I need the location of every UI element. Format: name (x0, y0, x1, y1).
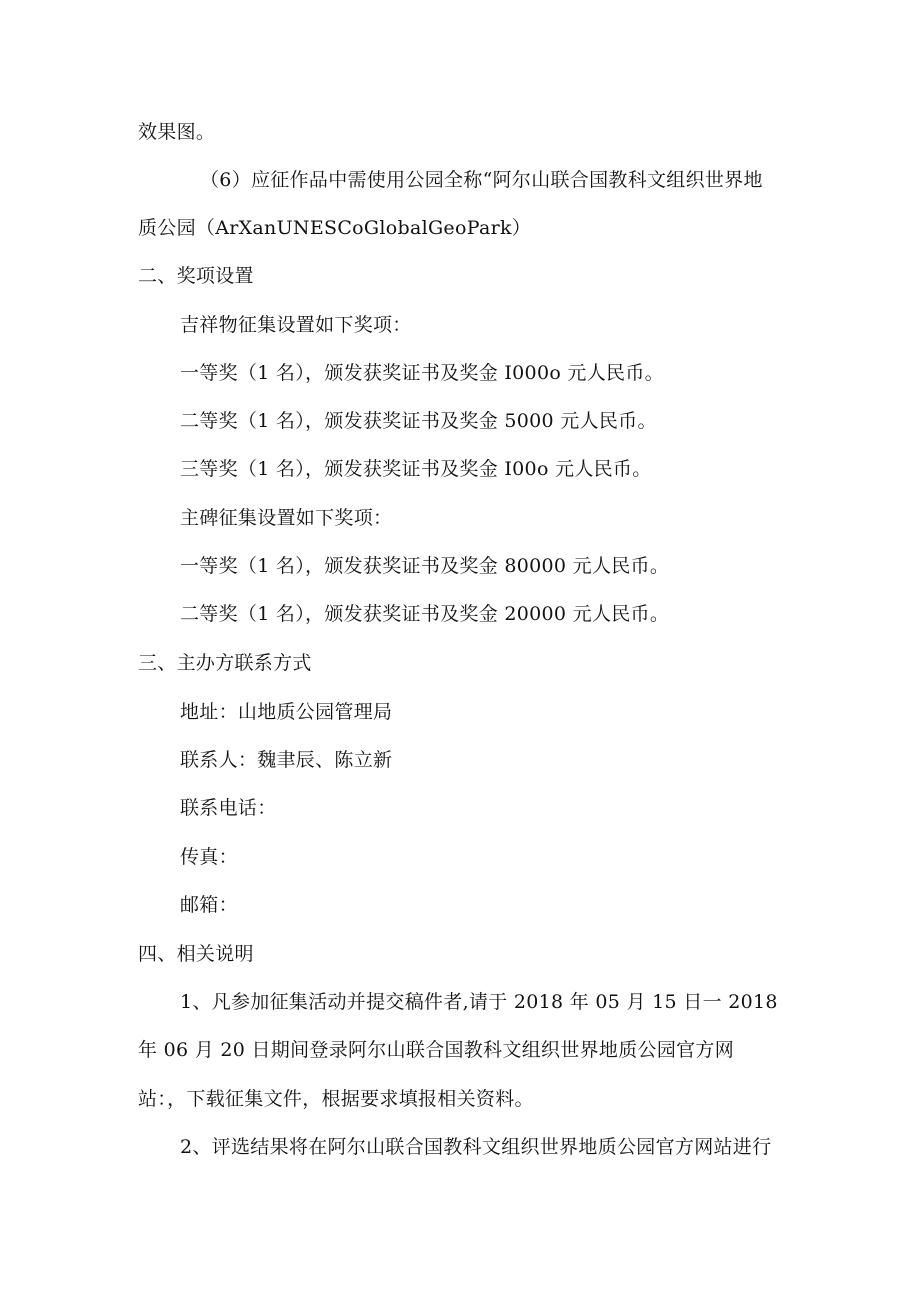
prize-line: 二等奖（1 名），颁发获奖证书及奖金 20000 元人民币。 (180, 603, 670, 625)
contact-person: 联系人：魏聿辰、陈立新 (180, 749, 393, 771)
contact-email: 邮箱： (180, 894, 238, 916)
text-line: 2、评选结果将在阿尔山联合国教科文组织世界地质公园官方网站进行 (180, 1136, 772, 1158)
prize-line: 三等奖（1 名），颁发获奖证书及奖金 I00o 元人民币。 (180, 458, 652, 480)
section-heading: 三、主办方联系方式 (138, 652, 312, 674)
text-line: 站：，下载征集文件，根据要求填报相关资料。 (138, 1088, 534, 1110)
prize-line: 一等奖（1 名），颁发获奖证书及奖金 I000o 元人民币。 (180, 362, 664, 384)
text-line: 质公园（ArXanUNESCoGlobalGeoPark） (138, 217, 532, 239)
contact-phone: 联系电话： (180, 797, 277, 819)
text-line: 年 06 月 20 日期间登录阿尔山联合国教科文组织世界地质公园官方网 (138, 1039, 735, 1061)
text-line: 吉祥物征集设置如下奖项： (180, 314, 412, 336)
prize-line: 二等奖（1 名），颁发获奖证书及奖金 5000 元人民币。 (180, 410, 657, 432)
contact-fax: 传真： (180, 846, 238, 868)
section-heading: 四、相关说明 (138, 943, 254, 965)
text-line: 主碑征集设置如下奖项： (180, 507, 393, 529)
contact-address: 地址：山地质公园管理局 (180, 701, 393, 723)
text-line: （6）应征作品中需使用公园全称“阿尔山联合国教科文组织世界地 (200, 169, 763, 191)
section-heading: 二、奖项设置 (138, 265, 254, 287)
text-line: 1、凡参加征集活动并提交稿件者,请于 2018 年 05 月 15 日一 2018 (180, 991, 778, 1013)
text-line: 效果图。 (138, 121, 216, 143)
prize-line: 一等奖（1 名），颁发获奖证书及奖金 80000 元人民币。 (180, 555, 670, 577)
